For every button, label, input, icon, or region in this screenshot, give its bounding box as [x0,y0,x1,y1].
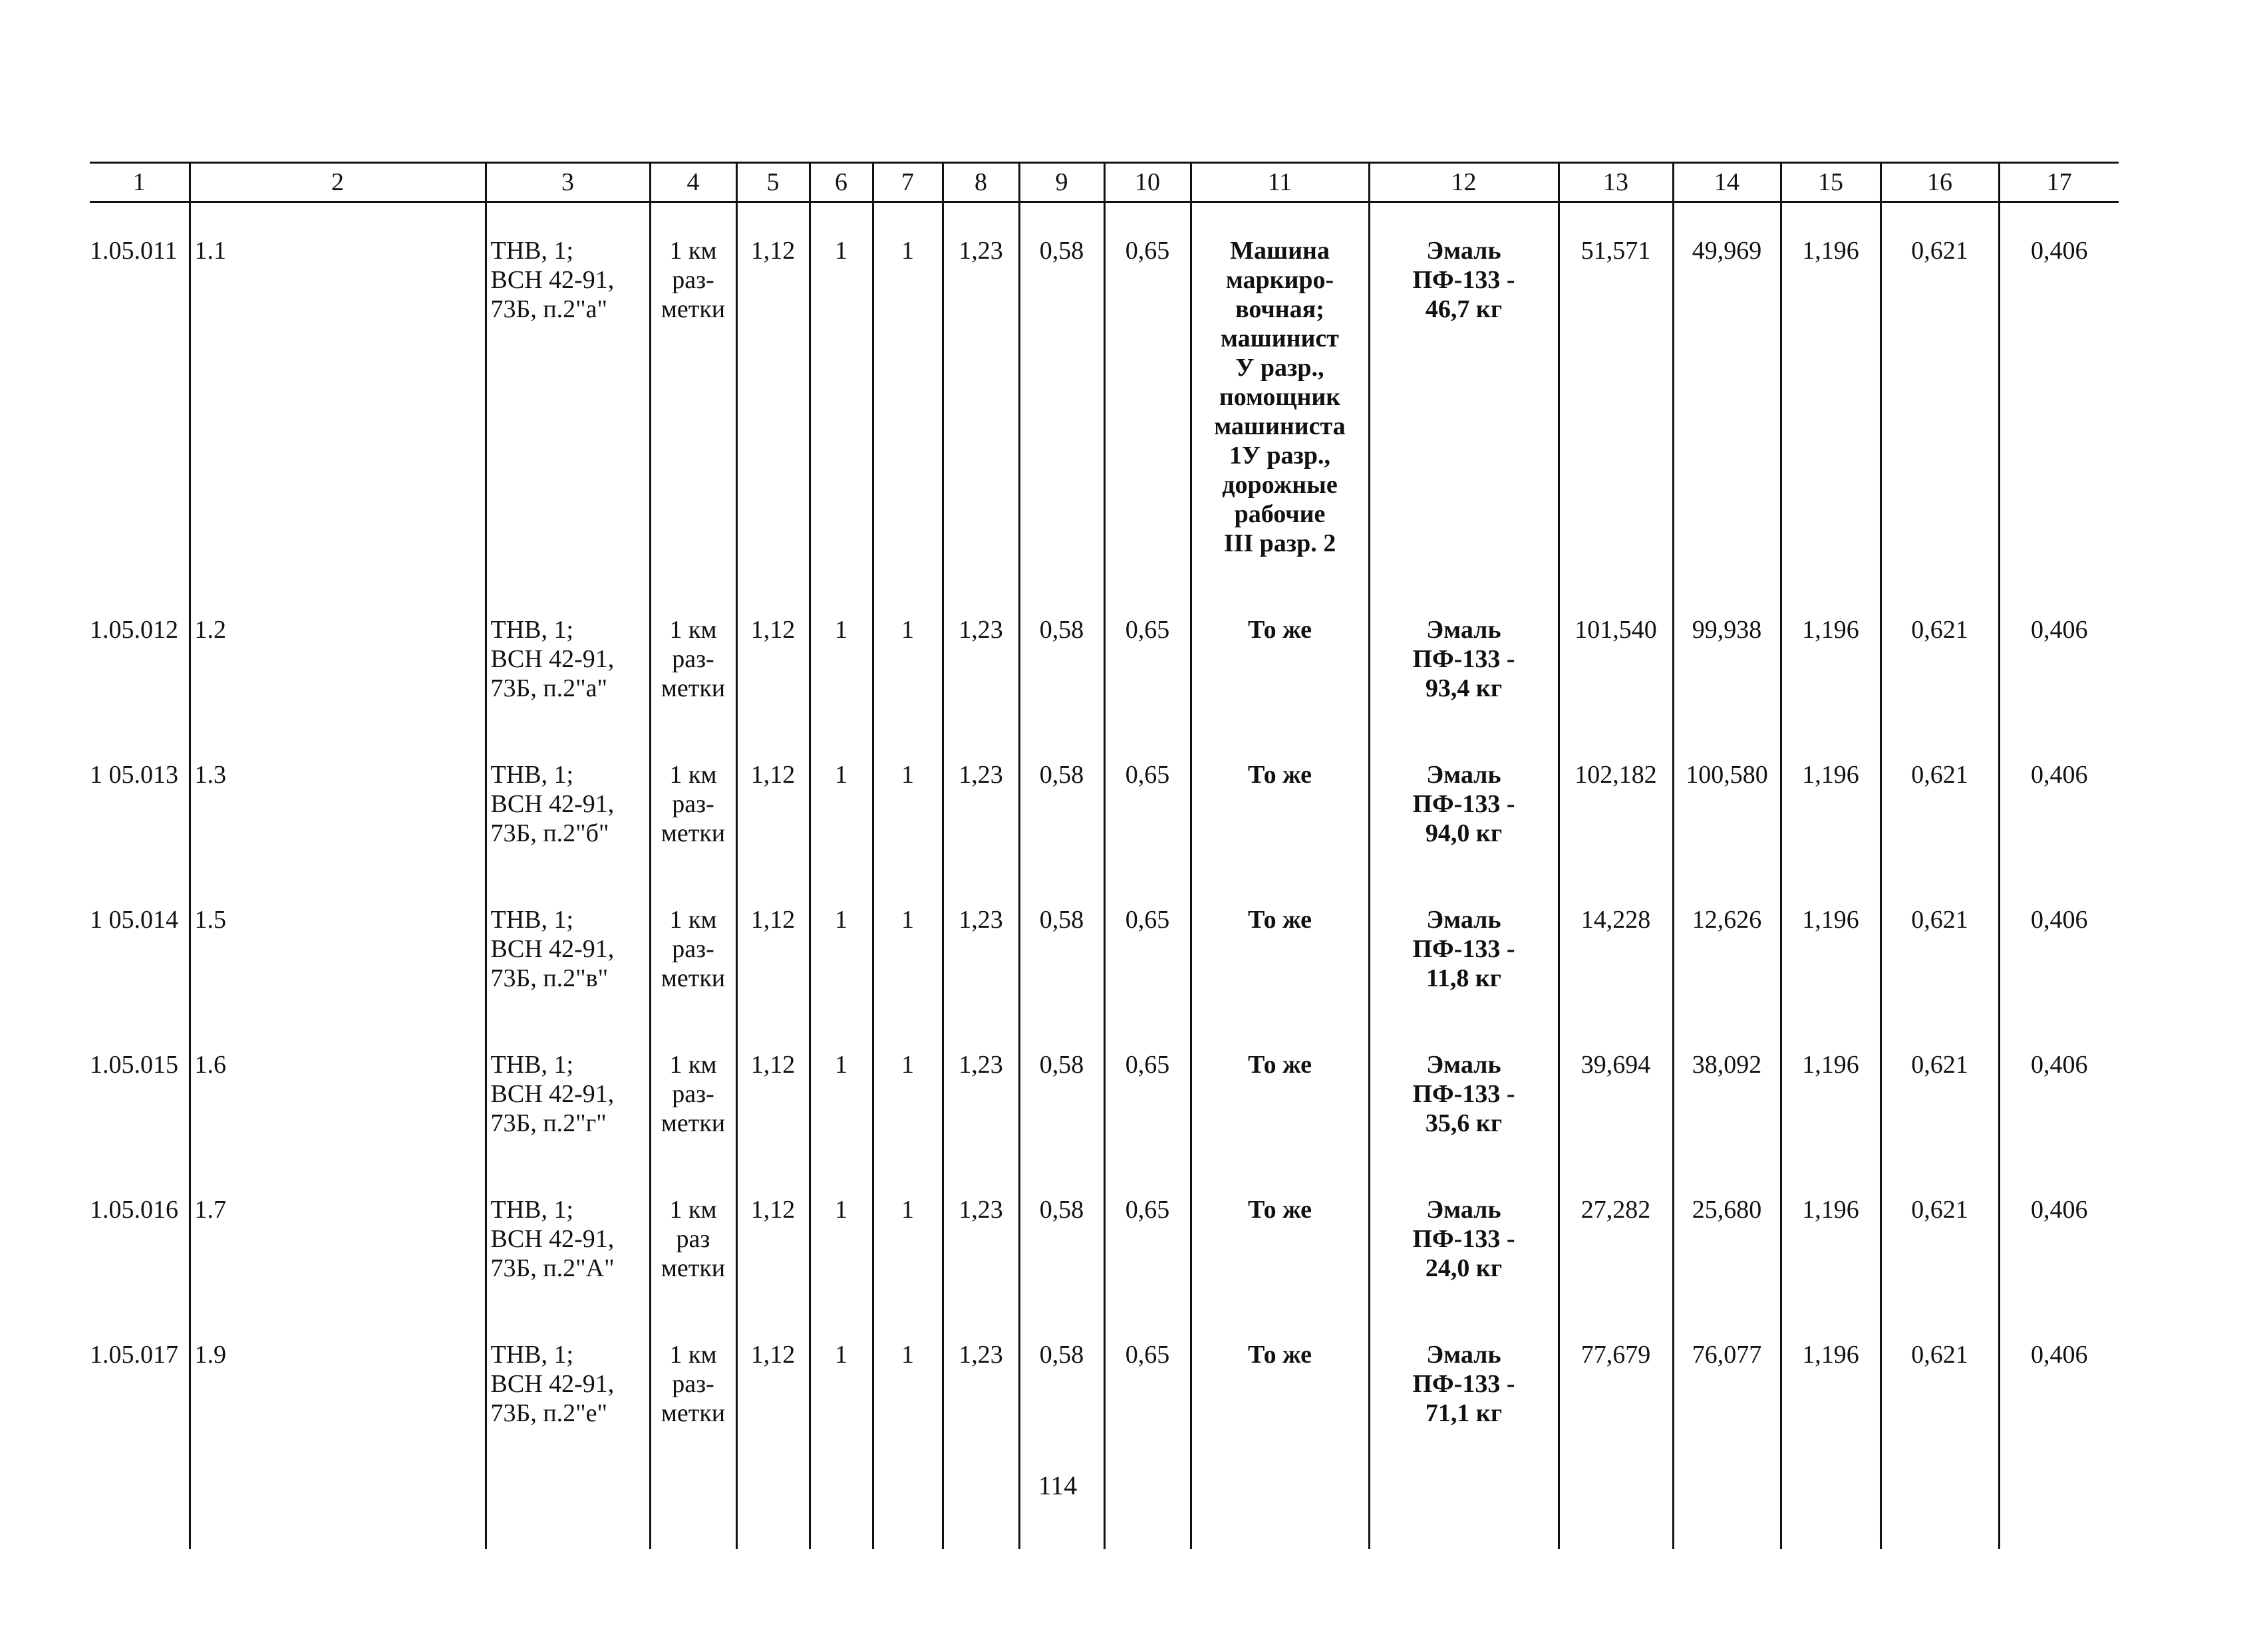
cell-c15: 1,196 [1781,1340,1880,1485]
cell-machine [1191,905,1369,1050]
cell-line: ВСН 42-91, [490,1370,615,1398]
cell-line: Эмаль [1426,761,1501,789]
column-header-15: 15 [1781,163,1880,202]
column-header-7: 7 [873,163,943,202]
cell-line: раз [676,1225,710,1253]
cell-line: 1 км [669,1051,717,1079]
cell-line: ТНВ, 1; [490,1196,574,1224]
column-header-9: 9 [1019,163,1104,202]
cell-line: 71,1 кг [1425,1399,1503,1427]
cell-c17: 0,406 [1999,236,2119,615]
column-header-16: 16 [1880,163,1999,202]
tail-cell [1191,1485,1369,1549]
cell-line: метки [661,1109,726,1137]
cell-line: ВСН 42-91, [490,1225,615,1253]
cell-line: ПФ-133 - [1412,266,1515,294]
cell-line: раз- [672,1370,714,1398]
cell-item: 1.5 [190,905,486,1050]
cell-line: ВСН 42-91, [490,266,615,294]
cell-c14: 12,626 [1673,905,1781,1050]
cell-reference [486,1340,650,1485]
cell-line: маркиро- [1225,266,1334,294]
cell-line: ТНВ, 1; [490,1051,574,1079]
table-row [90,1340,2119,1485]
cell-line: метки [661,964,726,992]
spacer-cell [810,202,873,237]
header-row [90,163,2119,202]
cell-material [1369,760,1559,905]
cell-c6: 1 [810,615,873,760]
cell-line: машинист [1221,325,1339,352]
cell-machine [1191,1050,1369,1195]
cell-code: 1.05.016 [90,1195,190,1340]
cell-c5: 1,12 [736,760,810,905]
cell-c15: 1,196 [1781,1050,1880,1195]
cell-code: 1.05.011 [90,236,190,615]
column-header-5: 5 [736,163,810,202]
cell-line: ТНВ, 1; [490,761,574,789]
cell-c5: 1,12 [736,1195,810,1340]
cell-machine [1191,760,1369,905]
spacer-cell [1781,202,1880,237]
cell-item: 1.2 [190,615,486,760]
cell-c16: 0,621 [1880,760,1999,905]
cell-line: Эмаль [1426,237,1501,265]
column-header-8: 8 [943,163,1019,202]
cell-line: раз- [672,266,714,294]
cell-line: 35,6 кг [1425,1109,1503,1137]
cell-line: 1 км [669,616,717,644]
cell-line: 24,0 кг [1425,1254,1503,1282]
cell-line: ВСН 42-91, [490,790,615,818]
table-row [90,615,2119,760]
column-header-1: 1 [90,163,190,202]
cell-machine [1191,236,1369,615]
cell-line: рабочие [1234,500,1326,528]
cell-c6: 1 [810,1340,873,1485]
cell-c14: 25,680 [1673,1195,1781,1340]
cell-item: 1.7 [190,1195,486,1340]
tail-cell [90,1485,190,1549]
spacer-cell [1880,202,1999,237]
cell-c10: 0,65 [1104,1195,1191,1340]
cell-c17: 0,406 [1999,615,2119,760]
cell-c13: 14,228 [1559,905,1673,1050]
cell-line: ТНВ, 1; [490,906,574,934]
cell-c14: 49,969 [1673,236,1781,615]
cell-line: III разр. 2 [1223,529,1336,557]
cell-c16: 0,621 [1880,1340,1999,1485]
spacer-cell [486,202,650,237]
cell-item: 1.9 [190,1340,486,1485]
spacer-cell [1019,202,1104,237]
tail-cell [1880,1485,1999,1549]
tail-cell [810,1485,873,1549]
table-row [90,760,2119,905]
cell-c7: 1 [873,1340,943,1485]
cell-unit [650,1340,736,1485]
cell-line: ПФ-133 - [1412,1370,1515,1398]
cell-material [1369,615,1559,760]
cell-c14: 38,092 [1673,1050,1781,1195]
cell-line: Эмаль [1426,906,1501,934]
column-header-11: 11 [1191,163,1369,202]
cell-c5: 1,12 [736,236,810,615]
cell-line: ПФ-133 - [1412,1080,1515,1108]
spacer-cell [90,202,190,237]
cell-line: ТНВ, 1; [490,1341,574,1369]
cell-c6: 1 [810,905,873,1050]
cell-unit [650,1195,736,1340]
cell-line: метки [661,295,726,323]
cell-line: Машина [1230,237,1330,265]
cell-reference [486,1050,650,1195]
cell-line: 73Б, п.2"а" [490,674,608,702]
cell-line: 1 км [669,1196,717,1224]
cell-reference [486,615,650,760]
cell-reference [486,905,650,1050]
cell-line: ПФ-133 - [1412,645,1515,673]
cell-unit [650,1050,736,1195]
cell-line: 1 км [669,906,717,934]
cell-c9: 0,58 [1019,236,1104,615]
cell-c16: 0,621 [1880,615,1999,760]
spacer-cell [1191,202,1369,237]
cell-code: 1.05.012 [90,615,190,760]
column-header-4: 4 [650,163,736,202]
cell-line: Эмаль [1426,1051,1501,1079]
cell-material [1369,236,1559,615]
cell-c15: 1,196 [1781,615,1880,760]
cell-c9: 0,58 [1019,1340,1104,1485]
cell-c10: 0,65 [1104,1050,1191,1195]
cell-c10: 0,65 [1104,615,1191,760]
cell-line: Эмаль [1426,616,1501,644]
cell-c6: 1 [810,236,873,615]
page-number: 114 [1038,1470,1078,1500]
cell-material [1369,1340,1559,1485]
cell-line: метки [661,674,726,702]
cell-line: 73Б, п.2"в" [490,964,609,992]
cell-c8: 1,23 [943,760,1019,905]
cell-machine [1191,1340,1369,1485]
column-header-2: 2 [190,163,486,202]
cell-c5: 1,12 [736,1050,810,1195]
cell-line: 1 км [669,761,717,789]
cell-c17: 0,406 [1999,1050,2119,1195]
column-header-14: 14 [1673,163,1781,202]
cell-c7: 1 [873,1195,943,1340]
cell-unit [650,760,736,905]
spacer-cell [1559,202,1673,237]
cell-c10: 0,65 [1104,236,1191,615]
spacer-cell [1104,202,1191,237]
cell-c10: 0,65 [1104,905,1191,1050]
column-header-17: 17 [1999,163,2119,202]
cell-line: То же [1247,906,1312,934]
cell-c8: 1,23 [943,1050,1019,1195]
cell-c9: 0,58 [1019,615,1104,760]
cell-c17: 0,406 [1999,1340,2119,1485]
tail-cell [190,1485,486,1549]
cell-line: ТНВ, 1; [490,616,574,644]
cell-c6: 1 [810,1195,873,1340]
cell-unit [650,615,736,760]
cell-line: 11,8 кг [1426,964,1502,992]
cell-line: 73Б, п.2"А" [490,1254,615,1282]
cell-c13: 101,540 [1559,615,1673,760]
cell-item: 1.1 [190,236,486,615]
cell-c7: 1 [873,1050,943,1195]
cell-line: Эмаль [1426,1196,1501,1224]
cell-c9: 0,58 [1019,905,1104,1050]
cell-line: ПФ-133 - [1412,1225,1515,1253]
column-header-6: 6 [810,163,873,202]
cell-material [1369,1050,1559,1195]
cell-line: 1 км [669,1341,717,1369]
cell-c13: 39,694 [1559,1050,1673,1195]
cell-c16: 0,621 [1880,905,1999,1050]
cell-c15: 1,196 [1781,1195,1880,1340]
cell-c13: 51,571 [1559,236,1673,615]
tail-cell [1999,1485,2119,1549]
cell-line: вочная; [1235,295,1324,323]
table-body [90,202,2119,1550]
cell-line: раз- [672,790,714,818]
cell-c8: 1,23 [943,236,1019,615]
cell-c5: 1,12 [736,905,810,1050]
cell-reference [486,760,650,905]
column-header-12: 12 [1369,163,1559,202]
cell-c7: 1 [873,760,943,905]
tail-cell [650,1485,736,1549]
cell-c14: 100,580 [1673,760,1781,905]
tail-cell [873,1485,943,1549]
cell-line: То же [1247,616,1312,644]
spacer-cell [873,202,943,237]
cell-machine [1191,1195,1369,1340]
cell-c16: 0,621 [1880,1050,1999,1195]
cell-c16: 0,621 [1880,236,1999,615]
cell-c5: 1,12 [736,1340,810,1485]
cell-c15: 1,196 [1781,760,1880,905]
table-row [90,1195,2119,1340]
cell-item: 1.6 [190,1050,486,1195]
cell-c13: 27,282 [1559,1195,1673,1340]
cell-c14: 76,077 [1673,1340,1781,1485]
tail-cell [1104,1485,1191,1549]
cell-line: ТНВ, 1; [490,237,574,265]
cell-c13: 102,182 [1559,760,1673,905]
table-row [90,236,2119,615]
cell-line: 1 км [669,237,717,265]
column-header-3: 3 [486,163,650,202]
cell-c8: 1,23 [943,615,1019,760]
spacer-cell [1999,202,2119,237]
cell-c16: 0,621 [1880,1195,1999,1340]
cell-reference [486,236,650,615]
tail-cell [1673,1485,1781,1549]
tail-row [90,1485,2119,1549]
cell-line: 73Б, п.2"г" [490,1109,607,1137]
cell-c9: 0,58 [1019,1195,1104,1340]
cell-c15: 1,196 [1781,236,1880,615]
cell-c6: 1 [810,760,873,905]
tail-cell [736,1485,810,1549]
column-header-13: 13 [1559,163,1673,202]
cell-code: 1.05.017 [90,1340,190,1485]
cell-line: 73Б, п.2"б" [490,819,609,847]
cell-line: раз- [672,1080,714,1108]
cell-material [1369,1195,1559,1340]
spacer-row [90,202,2119,237]
cell-c9: 0,58 [1019,1050,1104,1195]
cell-c15: 1,196 [1781,905,1880,1050]
cell-c5: 1,12 [736,615,810,760]
cell-line: помощник [1219,383,1341,411]
cell-line: метки [661,819,726,847]
cell-line: 46,7 кг [1425,295,1503,323]
tail-cell [1369,1485,1559,1549]
cell-line: 94,0 кг [1425,819,1503,847]
cell-c17: 0,406 [1999,760,2119,905]
tail-cell [1781,1485,1880,1549]
norms-table [90,162,2119,1549]
spacer-cell [736,202,810,237]
cell-line: ВСН 42-91, [490,645,615,673]
cell-c17: 0,406 [1999,1195,2119,1340]
cell-code: 1.05.015 [90,1050,190,1195]
cell-c17: 0,406 [1999,905,2119,1050]
cell-unit [650,905,736,1050]
cell-c8: 1,23 [943,1195,1019,1340]
cell-line: То же [1247,1341,1312,1369]
cell-line: 73Б, п.2"е" [490,1399,608,1427]
cell-reference [486,1195,650,1340]
cell-c9: 0,58 [1019,760,1104,905]
cell-c6: 1 [810,1050,873,1195]
cell-c14: 99,938 [1673,615,1781,760]
cell-line: То же [1247,1051,1312,1079]
cell-c10: 0,65 [1104,760,1191,905]
spacer-cell [943,202,1019,237]
cell-c10: 0,65 [1104,1340,1191,1485]
cell-line: метки [661,1254,726,1282]
tail-cell [943,1485,1019,1549]
cell-unit [650,236,736,615]
cell-line: 1У разр., [1229,442,1330,470]
tail-cell [1559,1485,1673,1549]
cell-line: 73Б, п.2"а" [490,295,608,323]
cell-line: ВСН 42-91, [490,935,615,963]
cell-c7: 1 [873,236,943,615]
cell-line: То же [1247,1196,1312,1224]
spacer-cell [1673,202,1781,237]
cell-line: ВСН 42-91, [490,1080,615,1108]
cell-item: 1.3 [190,760,486,905]
cell-line: метки [661,1399,726,1427]
spacer-cell [1369,202,1559,237]
cell-line: То же [1247,761,1312,789]
cell-line: ПФ-133 - [1412,935,1515,963]
cell-c8: 1,23 [943,1340,1019,1485]
cell-c8: 1,23 [943,905,1019,1050]
cell-line: Эмаль [1426,1341,1501,1369]
cell-line: раз- [672,645,714,673]
column-header-10: 10 [1104,163,1191,202]
cell-code: 1 05.014 [90,905,190,1050]
spacer-cell [190,202,486,237]
cell-line: ПФ-133 - [1412,790,1515,818]
cell-material [1369,905,1559,1050]
table-row [90,905,2119,1050]
cell-c7: 1 [873,905,943,1050]
cell-c13: 77,679 [1559,1340,1673,1485]
tail-cell [486,1485,650,1549]
cell-code: 1 05.013 [90,760,190,905]
cell-c7: 1 [873,615,943,760]
cell-line: дорожные [1222,471,1338,499]
spacer-cell [650,202,736,237]
table-row [90,1050,2119,1195]
cell-line: раз- [672,935,714,963]
cell-line: У разр., [1235,354,1324,382]
cell-line: 93,4 кг [1425,674,1503,702]
cell-machine [1191,615,1369,760]
cell-line: машиниста [1214,412,1346,440]
